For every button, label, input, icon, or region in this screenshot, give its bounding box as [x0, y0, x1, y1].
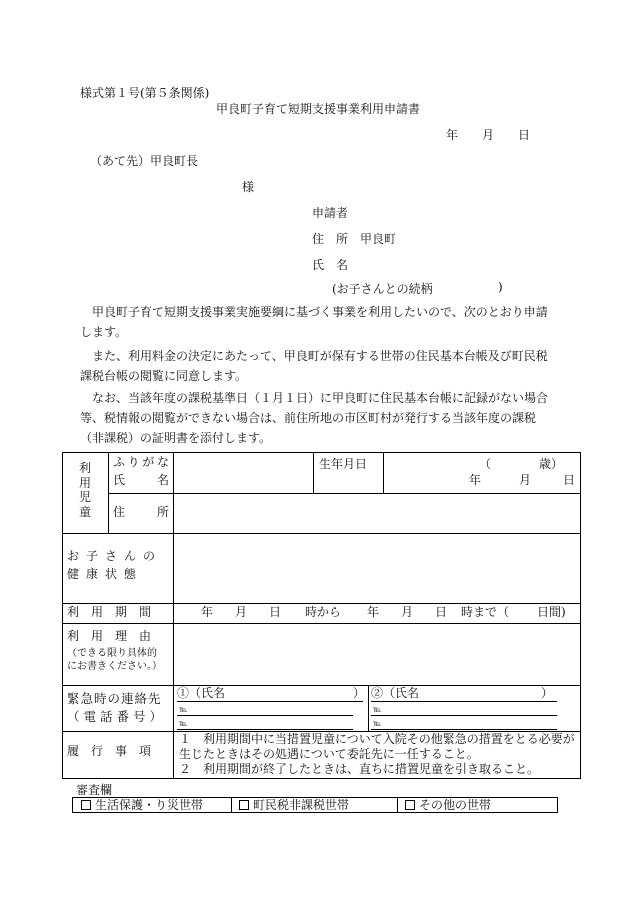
- review-option-welfare[interactable]: 生活保護・り災世帯: [81, 798, 203, 812]
- applicant-address-value: 甲良町: [360, 232, 397, 246]
- relation-label: (お子さんとの続柄: [332, 282, 433, 296]
- paragraph-3: なお、当該年度の課税基準日（１月１日）に甲良町に住民基本台帳に記録がない場合等、税情報の閲覧ができない場合は、前住所地の市区町村が発行する当該年度の課税（非課税）の証明書を添付します。: [80, 391, 549, 445]
- obligation-1b: 生じたときはその処遇について委託先に一任すること。: [179, 747, 479, 761]
- date-year: 年: [446, 128, 459, 142]
- period-label: 利 用 期 間: [67, 605, 152, 619]
- checkbox-icon[interactable]: [405, 800, 415, 810]
- applicant-name-label: 氏 名: [312, 258, 349, 272]
- age-unit: 歳）: [539, 457, 564, 471]
- date-day: 日: [518, 128, 531, 142]
- dob-month: 月: [519, 473, 532, 487]
- obligations-row: [62, 730, 581, 779]
- reason-note-1: （できる限り具体的: [67, 648, 157, 659]
- date-month: 月: [482, 128, 495, 142]
- obligations-label: 履 行 事 項: [67, 744, 152, 758]
- form-number: 様式第１号(第５条関係): [80, 86, 210, 100]
- reason-note-2: にお書きください。）: [67, 661, 162, 672]
- page-title: 甲良町子育て短期支援事業利用申請書: [216, 102, 421, 116]
- addressee: （あて先）甲良町長: [90, 154, 199, 168]
- period-from: 時から: [305, 605, 342, 619]
- dob-day: 日: [563, 473, 576, 487]
- paragraph-2: また、利用料金の決定にあたって、甲良町が保有する世帯の住民基本台帳及び町民税課税台帳の閲覧に同意します。: [80, 349, 548, 383]
- checkbox-icon[interactable]: [81, 800, 91, 810]
- contact-1-tel-1: ℡: [179, 705, 188, 714]
- contact-2-tel-1: ℡: [373, 705, 382, 714]
- contact-1-tel-2: ℡: [179, 719, 188, 728]
- emergency-label-2: （電話番号）: [67, 709, 167, 724]
- dob-year: 年: [469, 473, 482, 487]
- applicant-address-label: 住 所: [312, 232, 349, 246]
- relation-close: ): [498, 280, 503, 294]
- obligation-1a: １ 利用期間中に当措置児童について入院その他緊急の措置をとる必要が: [179, 732, 575, 746]
- reason-label: 利 用 理 由: [67, 629, 152, 643]
- dob-label: 生年月日: [319, 457, 368, 471]
- review-options: [72, 797, 558, 813]
- obligation-2: ２ 利用期間が終了したときは、直ちに措置児童を引き取ること。: [179, 762, 540, 776]
- honorific: 様: [242, 180, 255, 194]
- period-d2: 日: [435, 605, 448, 619]
- period-d1: 日: [269, 605, 282, 619]
- checkbox-icon[interactable]: [239, 800, 249, 810]
- contact-1-close: ）: [353, 686, 366, 700]
- contact-2-close: ）: [541, 686, 554, 700]
- review-heading: 審査欄: [76, 783, 113, 797]
- period-y1: 年: [201, 605, 214, 619]
- period-m2: 月: [401, 605, 414, 619]
- period-until: 時まで（: [461, 605, 510, 619]
- review-option-other[interactable]: その他の世帯: [405, 798, 491, 812]
- contact-1-name: ①（氏名: [177, 686, 226, 700]
- furigana-label: ふりがな: [113, 455, 169, 469]
- emergency-label-1: 緊急時の連絡先: [67, 691, 162, 706]
- applicant-heading: 申請者: [312, 206, 349, 220]
- age-open: （: [479, 457, 492, 471]
- contact-2-tel-2: ℡: [373, 719, 382, 728]
- review-option-nontaxable[interactable]: 町民税非課税世帯: [239, 798, 349, 812]
- contact-2-name: ②（氏名: [371, 686, 420, 700]
- health-label: お子さんの健康状態: [67, 549, 163, 581]
- period-days: 日間): [537, 605, 566, 619]
- paragraph-1: 甲良町子育て短期支援事業実施要綱に基づく事業を利用したいので、次のとおり申請します。: [80, 305, 548, 339]
- child-address-label: 住 所: [113, 505, 169, 519]
- name-label: 氏 名: [113, 473, 169, 487]
- child-group-label: 利用児童: [78, 461, 91, 519]
- application-table: [62, 452, 581, 732]
- period-y2: 年: [367, 605, 380, 619]
- period-m1: 月: [235, 605, 248, 619]
